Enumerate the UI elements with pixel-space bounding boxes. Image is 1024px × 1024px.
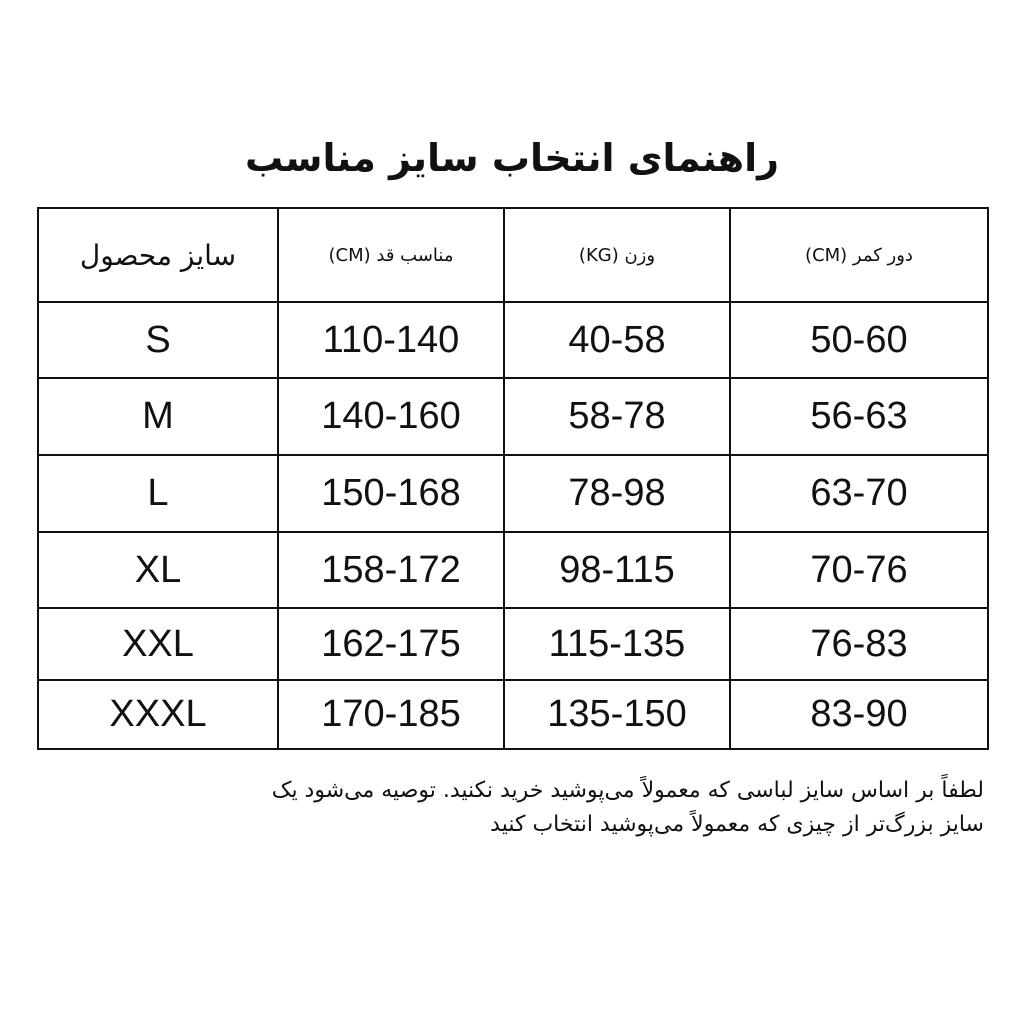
cell-waist: 63-70 [730,455,988,532]
cell-size: XXL [38,608,278,680]
header-product-size: سایز محصول [38,208,278,302]
cell-height: 170-185 [278,680,504,749]
table-row [38,532,988,608]
header-height: مناسب قد (CM) [278,208,504,302]
cell-height: 140-160 [278,378,504,455]
size-advice-note [60,774,984,842]
note-line: سایز بزرگ‌تر از چیزی که معمولاً می‌پوشید انتخاب کنید [490,812,984,837]
cell-weight: 58-78 [504,378,730,455]
cell-size: L [38,455,278,532]
cell-waist: 50-60 [730,302,988,378]
cell-waist: 56-63 [730,378,988,455]
size-chart-table [37,207,989,750]
table-header-row [38,208,988,302]
cell-weight: 135-150 [504,680,730,749]
table-row [38,608,988,680]
table-row [38,378,988,455]
table-row [38,455,988,532]
cell-weight: 115-135 [504,608,730,680]
cell-height: 110-140 [278,302,504,378]
header-weight: وزن (KG) [504,208,730,302]
cell-weight: 40-58 [504,302,730,378]
cell-waist: 70-76 [730,532,988,608]
page-title: راهنمای انتخاب سایز مناسب [244,136,780,180]
cell-height: 150-168 [278,455,504,532]
cell-size: S [38,302,278,378]
cell-size: XL [38,532,278,608]
cell-height: 162-175 [278,608,504,680]
cell-size: XXXL [38,680,278,749]
cell-weight: 98-115 [504,532,730,608]
table-row [38,680,988,749]
cell-height: 158-172 [278,532,504,608]
cell-waist: 83-90 [730,680,988,749]
cell-size: M [38,378,278,455]
cell-waist: 76-83 [730,608,988,680]
cell-weight: 78-98 [504,455,730,532]
header-waist: دور کمر (CM) [730,208,988,302]
table-row [38,302,988,378]
note-line: لطفاً بر اساس سایز لباسی که معمولاً می‌پوشید خرید نکنید. توصیه می‌شود یک [271,778,984,803]
